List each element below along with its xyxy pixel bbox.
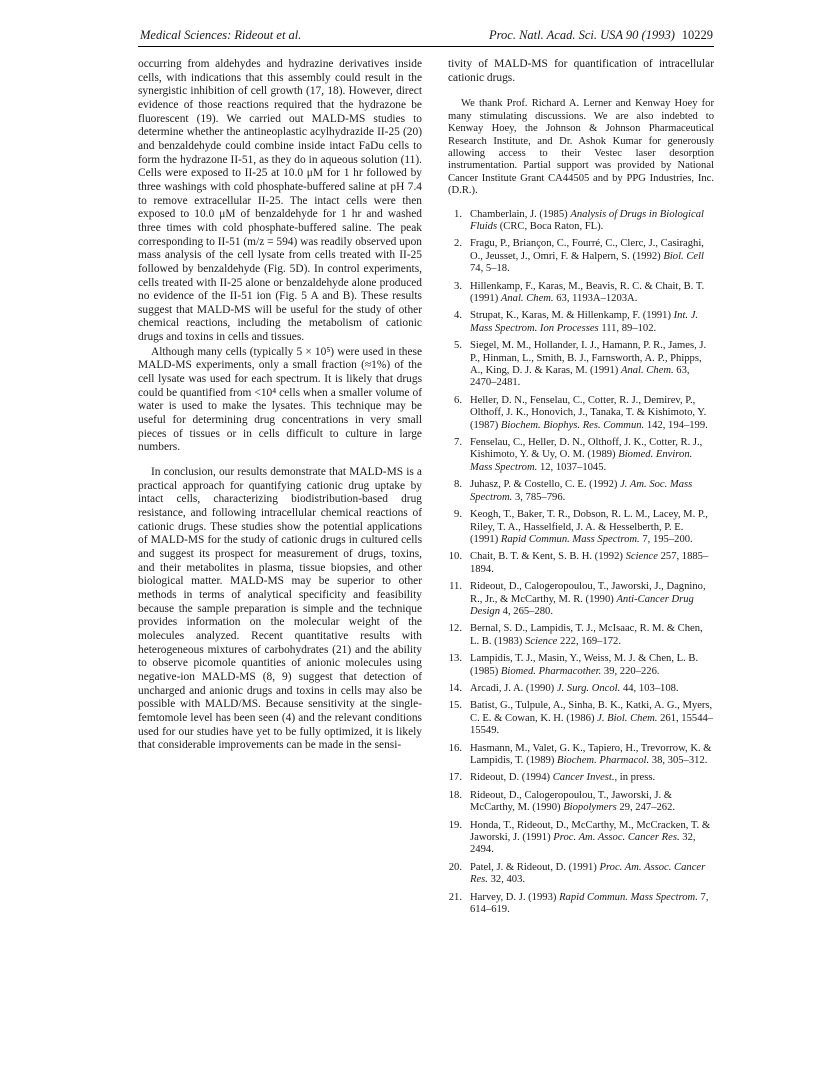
reference-number: 10.	[448, 551, 462, 563]
reference-number: 13.	[448, 653, 462, 665]
reference-details: 222, 169–172.	[560, 635, 621, 647]
reference-source: Rapid Commun. Mass Spectrom.	[559, 891, 698, 903]
reference-source: Analysis of Drugs in Biological Fluids	[470, 208, 704, 232]
reference-details: 63, 2470–2481.	[470, 365, 690, 389]
reference-number: 7.	[454, 437, 462, 449]
reference-number: 9.	[454, 509, 462, 521]
reference-authors: Fragu, P., Briançon, C., Fourré, C., Clerc, J., Casiraghi, O., Jeusset, J., Omri, F. & Halpern, S. (1992)	[470, 238, 704, 262]
reference-item	[448, 551, 714, 576]
reference-source: Int. J. Mass Spectrom. Ion Processes	[470, 310, 699, 334]
reference-source: Proc. Am. Assoc. Cancer Res.	[470, 861, 706, 886]
reference-number: 11.	[449, 581, 462, 593]
page-number: 10229	[681, 28, 713, 42]
reference-item	[448, 395, 714, 432]
body-paragraph-hydrazone: occurring from aldehydes and hydrazine derivatives inside cells, with indications that this assembly could result in the synergistic inhibition of cell growth (17, 18). However, direct evidence of those reactions required that the hydrazone be fluorescent (19). We carried out MALD-MS studies to determine whether the antineoplastic acylhydrazide II-25 (20) and benzaldehyde could combine inside intact FaDu cells to form the hydrazone II-51, as they do in aqueous solution (11). Cells were exposed to II-25 at 10.0 μM for 1 hr followed by three washings with cold phosphate-buffered saline at pH 7.4 to remove extracellular II-25. The intact cells were then exposed to 10.0 μM of benzaldehyde for 1 hr and washed three times with cold phosphate-buffered saline. The peak corresponding to II-51 (m/z = 594) was readily observed upon mass analysis of the cell lysate from cells treated with II-25 followed by benzaldehyde (Fig. 5D). In control experiments, cells treated with II-25 alone or benzaldehyde alone produced no evidence of the II-51 ion (Fig. 5 A and B). These results suggest that MALD-MS will be useful for the study of other chemical reactions, including the metabolism of cationic drugs and toxins in cells and tissues.	[138, 58, 422, 344]
reference-item	[448, 310, 714, 335]
running-header-journal: Proc. Natl. Acad. Sci. USA 90 (1993)	[489, 28, 675, 42]
reference-details: 7, 195–200.	[642, 533, 693, 545]
body-paragraph-continuation: tivity of MALD-MS for quantification of intracellular cationic drugs.	[448, 58, 714, 84]
reference-source: Proc. Am. Assoc. Cancer Res.	[553, 832, 680, 844]
reference-authors: Chait, B. T. & Kent, S. B. H. (1992)	[470, 551, 623, 563]
reference-source: Biochem. Biophys. Res. Commun.	[500, 419, 645, 431]
reference-item	[448, 509, 714, 546]
reference-item	[448, 238, 714, 275]
reference-authors: Rideout, D., Calogeropoulou, T., Jaworski, J., Dagnino, R., Jr., & McCarthy, M. R. (1990)	[470, 581, 706, 605]
reference-authors: Hasmann, M., Valet, G. K., Tapiero, H., Trevorrow, K. & Lampidis, T. (1989)	[470, 742, 712, 766]
reference-item	[448, 653, 714, 678]
reference-details: 74, 5–18.	[470, 263, 510, 275]
reference-authors: Harvey, D. J. (1993)	[470, 891, 557, 903]
reference-details: 32, 403.	[490, 874, 526, 886]
reference-number: 15.	[448, 700, 462, 712]
reference-source: Biochem. Pharmacol.	[557, 755, 650, 766]
reference-item	[448, 683, 714, 695]
reference-details: 63, 1193A–1203A.	[556, 293, 638, 304]
reference-item	[448, 772, 714, 784]
reference-source: Anal. Chem.	[620, 365, 674, 377]
right-column	[448, 58, 714, 921]
reference-number: 5.	[454, 340, 462, 352]
reference-details: 12, 1037–1045.	[539, 461, 607, 473]
reference-number: 16.	[448, 742, 462, 754]
reference-details: 7, 614–619.	[470, 891, 709, 916]
reference-item	[448, 479, 714, 504]
reference-item	[448, 340, 714, 390]
reference-source: Biopolymers	[563, 802, 617, 814]
left-column	[138, 58, 422, 753]
reference-item	[448, 623, 714, 648]
reference-details: 4, 265–280.	[502, 605, 553, 617]
reference-source: J. Surg. Oncol.	[556, 682, 621, 694]
reference-number: 12.	[448, 623, 462, 635]
reference-number: 1.	[454, 208, 462, 220]
reference-authors: Bernal, S. D., Lampidis, T. J., McIsaac, R. M. & Chen, L. B. (1983)	[470, 623, 703, 647]
reference-item	[448, 862, 714, 887]
reference-list	[448, 209, 714, 917]
reference-authors: Honda, T., Rideout, D., McCarthy, M., McCracken, T. & Jaworski, J. (1991)	[470, 819, 711, 844]
reference-item	[448, 581, 714, 618]
header-rule	[138, 46, 714, 47]
reference-details: 3, 785–796.	[514, 491, 566, 503]
reference-details: 111, 89–102.	[601, 322, 657, 334]
reference-item	[448, 281, 714, 306]
reference-number: 2.	[454, 238, 462, 250]
reference-source: Cancer Invest.	[552, 772, 615, 784]
reference-details: 142, 194–199.	[646, 419, 708, 431]
reference-item	[448, 820, 714, 857]
reference-details: 44, 103–108.	[622, 682, 679, 694]
reference-number: 3.	[454, 280, 462, 292]
reference-number: 6.	[454, 394, 462, 406]
reference-authors: Siegel, M. M., Hollander, I. J., Hamann, P. R., James, J. P., Hinman, L., Smith, B. J., Farnsworth, A. P., Phipps, A., King, D. J. & Karas, M. (1991)	[470, 340, 707, 377]
reference-number: 14.	[448, 682, 462, 694]
reference-details: 39, 220–226.	[603, 665, 660, 677]
reference-item	[448, 209, 714, 234]
reference-item	[448, 700, 714, 737]
reference-number: 18.	[448, 789, 462, 801]
reference-item	[448, 743, 714, 768]
reference-authors: Chamberlain, J. (1985)	[470, 208, 568, 220]
reference-item	[448, 892, 714, 917]
reference-source: Anal. Chem.	[500, 293, 554, 304]
reference-authors: Fenselau, C., Heller, D. N., Olthoff, J. K., Cotter, R. J., Kishimoto, Y. & Uy, O. M. (1989)	[470, 437, 703, 461]
reference-source: J. Biol. Chem.	[597, 712, 658, 724]
reference-authors: Batist, G., Tulpule, A., Sinha, B. K., Katki, A. G., Myers, C. E. & Cowan, K. H. (1986)	[470, 700, 713, 724]
reference-source: J. Am. Soc. Mass Spectrom.	[470, 479, 693, 503]
reference-source: Biomed. Pharmacother.	[500, 665, 602, 677]
reference-source: Science	[525, 635, 558, 647]
reference-authors: Patel, J. & Rideout, D. (1991)	[470, 861, 597, 873]
body-paragraph-conclusion: In conclusion, our results demonstrate that MALD-MS is a practical approach for quantifying cationic drug uptake by intact cells, characterizing biodistribution-based drug resistance, and following intracellular chemical reactions of cationic drugs. These studies show the potential applications of MALD-MS for the study of cationic drugs in cultured cells and suggest its prospect for measurement of drugs, toxins, and their metabolites in plasma, tissue biopsies, and other biological matter. MALD-MS may be superior to other methods in terms of analytical specificity and feasibility because the sample preparation is simple and the technique provides information on the molecular weight of the molecules analyzed. Recent quantitative results with heterogeneous mixtures of carbohydrates (21) and the ability to observe picomole quantities of anionic molecules using negative-ion MALD-MS (8, 9) suggest that detection of uncharged and anionic drugs and toxins in cells may also be possible with MALD/MS. Because sensitivity at the single-femtomole level has been seen (4) and the relevant conditions used for our studies have yet to be fully optimized, it is likely that considerable improvements can be made in the sensi-	[138, 466, 422, 752]
reference-details: 29, 247–262.	[619, 802, 676, 814]
reference-details: 38, 305–312.	[651, 755, 708, 766]
reference-authors: Juhasz, P. & Costello, C. E. (1992)	[470, 479, 618, 491]
reference-number: 20.	[448, 861, 462, 873]
body-paragraph-cell-count: Although many cells (typically 5 × 10⁵) were used in these MALD-MS experiments, only a small fraction (≈1%) of the cell lysate was used for each spectrum. It is likely that drugs could be quantified from <10⁴ cells when a smaller volume of water is used to make the lysates. This technique may be useful for determining drug concentrations in very small pieces of tissues or in cells difficult to culture in large numbers.	[138, 345, 422, 454]
reference-authors: Arcadi, J. A. (1990)	[470, 682, 555, 694]
reference-source: Biomed. Environ. Mass Spectrom.	[470, 449, 693, 473]
reference-authors: Heller, D. N., Fenselau, C., Cotter, R. J., Demirev, P., Olthoff, J. K., Honovich, J., Tanaka, T. & Kishimoto, Y. (1987)	[470, 394, 707, 431]
reference-number: 21.	[448, 891, 462, 903]
reference-number: 17.	[448, 772, 462, 784]
reference-item	[448, 437, 714, 474]
running-header-section: Medical Sciences: Rideout et al.	[140, 28, 302, 42]
acknowledgments: We thank Prof. Richard A. Lerner and Kenway Hoey for many stimulating discussions. We are also indebted to Kenway Hoey, the Johnson & Johnson Pharmaceutical Research Institute, and Dr. Ashok Kumar for generously allowing access to their Vestec laser desorption instrumentation. Partial support was provided by National Cancer Institute Grant CA44505 and by PPG Industries, Inc. (D.R.).	[448, 98, 714, 197]
reference-authors: Keogh, T., Baker, T. R., Dobson, R. L. M., Lacey, M. P., Riley, T. A., Hasselfield, J. A. & Hesselberth, P. E. (1991)	[470, 509, 708, 545]
reference-item	[448, 790, 714, 815]
reference-details: 261, 15544–15549.	[470, 712, 714, 737]
reference-source: Anti-Cancer Drug Design	[470, 593, 694, 617]
reference-details: 32, 2494.	[470, 832, 696, 856]
reference-authors: Hillenkamp, F., Karas, M., Beavis, R. C. & Chait, B. T. (1991)	[470, 280, 705, 304]
reference-number: 8.	[454, 479, 462, 491]
reference-authors: Strupat, K., Karas, M. & Hillenkamp, F. (1991)	[470, 310, 671, 322]
reference-number: 4.	[454, 310, 462, 322]
reference-details: (CRC, Boca Raton, FL).	[499, 220, 604, 232]
reference-source: Biol. Cell	[663, 250, 704, 262]
reference-details: 257, 1885–1894.	[470, 551, 709, 575]
reference-authors: Rideout, D. (1994)	[470, 772, 551, 784]
reference-source: Science	[625, 551, 658, 563]
running-header-journal-group	[489, 28, 713, 43]
reference-number: 19.	[448, 819, 462, 831]
reference-authors: Lampidis, T. J., Masin, Y., Weiss, M. J. & Chen, L. B. (1985)	[470, 653, 699, 677]
reference-details: , in press.	[614, 772, 656, 784]
reference-source: Rapid Commun. Mass Spectrom.	[500, 533, 640, 545]
reference-authors: Rideout, D., Calogeropoulou, T., Jaworski, J. & McCarthy, M. (1990)	[470, 789, 673, 814]
